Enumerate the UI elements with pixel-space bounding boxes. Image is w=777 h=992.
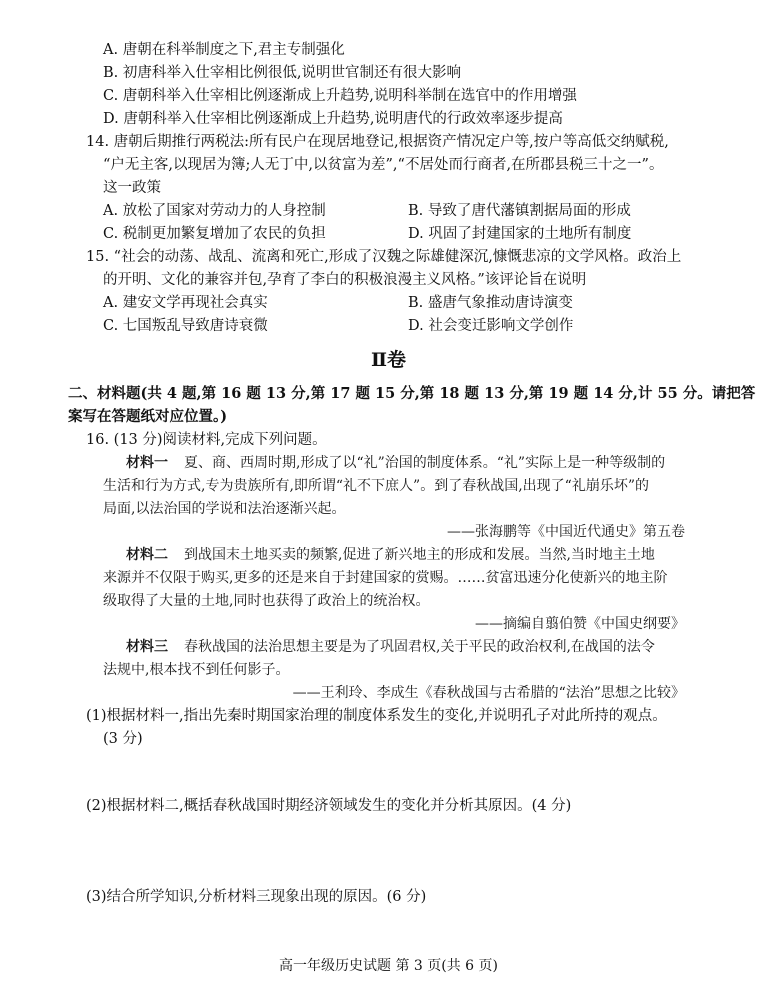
material-text: 春秋战国的法治思想主要是为了巩固君权,关于平民的政治权利,在战国的法令 <box>184 639 655 655</box>
section-title: Ⅱ卷 <box>370 349 406 371</box>
page-footer: 高一年级历史试题 第 3 页(共 6 页) <box>279 958 498 974</box>
material-text: 生活和行为方式,专为贵族所有,即所谓“礼不下庶人”。到了春秋战国,出现了“礼崩乐坏”的 <box>103 478 649 494</box>
material-text: 级取得了大量的土地,同时也获得了政治上的统治权。 <box>103 593 430 609</box>
sub-question-3: (3)结合所学知识,分析材料三现象出现的原因。(6 分) <box>86 889 427 905</box>
option-a: A. 建安文学再现社会真实 <box>103 295 268 311</box>
material-label: 材料一 <box>126 455 168 471</box>
option-b: B. 盛唐气象推动唐诗演变 <box>408 295 573 311</box>
material-text: 夏、商、西周时期,形成了以“礼”治国的制度体系。“礼”实际上是一种等级制的 <box>184 455 666 471</box>
material-source: ——摘编自翦伯赞《中国史纲要》 <box>475 616 685 632</box>
question-stem: 14. 唐朝后期推行两税法:所有民户在现居地登记,根据资产情况定户等,按户等高低交纳赋税, <box>86 134 669 150</box>
option-d: D. 社会变迁影响文学创作 <box>408 318 574 334</box>
material-line <box>126 545 655 565</box>
sub-question-1: (1)根据材料一,指出先秦时期国家治理的制度体系发生的变化,并说明孔子对此所持的观点。 <box>86 708 667 724</box>
question-stem: 的开明、文化的兼容并包,孕育了李白的积极浪漫主义风格。”该评论旨在说明 <box>103 272 587 288</box>
option-c: C. 唐朝科举入仕宰相比例逐渐成上升趋势,说明科举制在选官中的作用增强 <box>103 88 577 104</box>
material-line <box>126 453 665 473</box>
material-text: 局面,以法治国的学说和法治逐渐兴起。 <box>103 501 346 517</box>
material-label: 材料三 <box>126 639 168 655</box>
sub-question-1-score: (3 分) <box>103 731 143 747</box>
material-text: 法规中,根本找不到任何影子。 <box>103 662 290 678</box>
sub-question-2: (2)根据材料二,概括春秋战国时期经济领域发生的变化并分析其原因。(4 分) <box>86 798 572 814</box>
material-source: ——张海鹏等《中国近代通史》第五卷 <box>447 524 685 540</box>
option-b: B. 导致了唐代藩镇割据局面的形成 <box>408 203 631 219</box>
section-header: 二、材料题(共 4 题,第 16 题 13 分,第 17 题 15 分,第 18 题 13 分,第 19 题 14 分,计 55 分。请把答 <box>68 385 756 402</box>
section-header: 案写在答题纸对应位置。) <box>68 408 228 425</box>
material-text: 到战国末土地买卖的频繁,促进了新兴地主的形成和发展。当然,当时地主土地 <box>184 547 655 563</box>
question-stem: 这一政策 <box>103 180 161 196</box>
option-b: B. 初唐科举入仕宰相比例很低,说明世官制还有很大影响 <box>103 65 461 81</box>
material-label: 材料二 <box>126 547 168 563</box>
option-a: A. 唐朝在科举制度之下,君主专制强化 <box>103 42 345 58</box>
material-line <box>126 637 655 657</box>
option-d: D. 巩固了封建国家的土地所有制度 <box>408 226 632 242</box>
option-a: A. 放松了国家对劳动力的人身控制 <box>103 203 326 219</box>
question-stem: “户无主客,以现居为簿;人无丁中,以贫富为差”,“不居处而行商者,在所郡县税三十之一”。 <box>103 157 664 173</box>
question-intro: 16. (13 分)阅读材料,完成下列问题。 <box>86 432 327 448</box>
question-stem: 15. “社会的动荡、战乱、流离和死亡,形成了汉魏之际雄健深沉,慷慨悲凉的文学风格。政治上 <box>86 249 682 265</box>
option-c: C. 七国叛乱导致唐诗衰微 <box>103 318 268 334</box>
material-text: 来源并不仅限于购买,更多的还是来自于封建国家的赏赐。……贫富迅速分化使新兴的地主阶 <box>103 570 668 586</box>
option-c: C. 税制更加繁复增加了农民的负担 <box>103 226 326 242</box>
option-d: D. 唐朝科举入仕宰相比例逐渐成上升趋势,说明唐代的行政效率逐步提高 <box>103 111 563 127</box>
material-source: ——王利玲、李成生《春秋战国与古希腊的“法治”思想之比较》 <box>292 685 685 701</box>
